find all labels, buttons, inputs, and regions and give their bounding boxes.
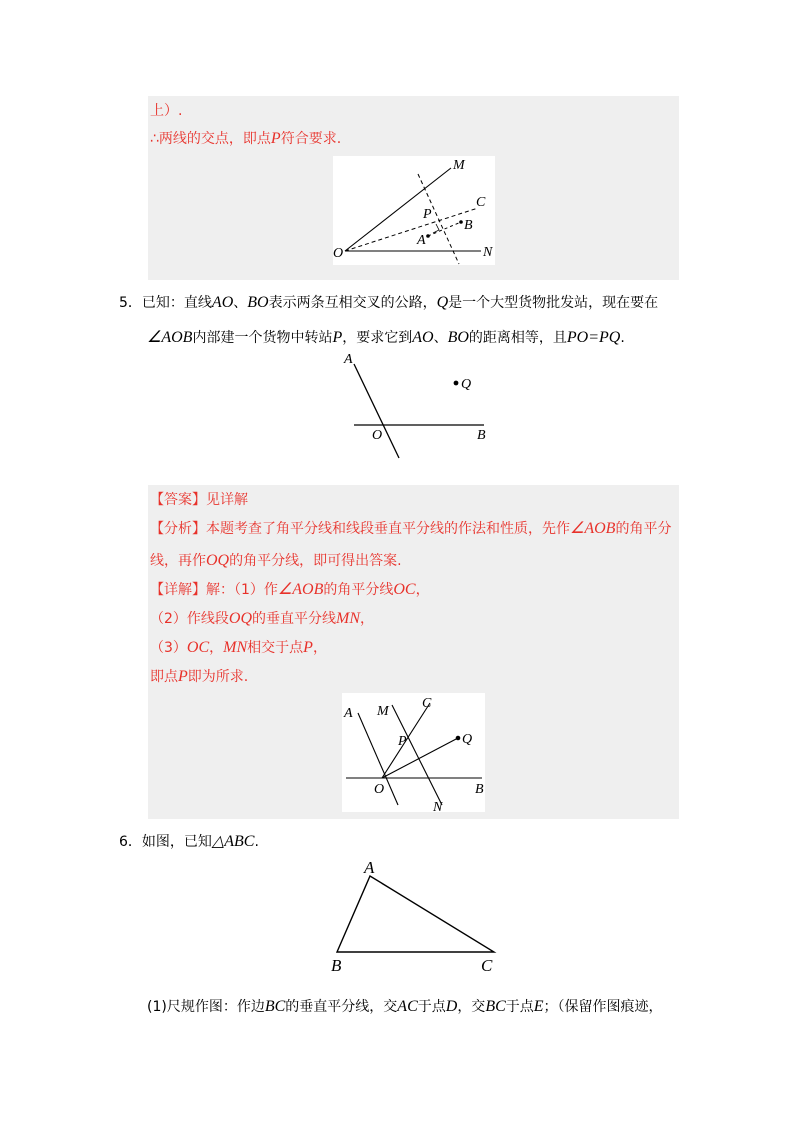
- fig-label-p: P: [423, 207, 432, 222]
- roads-figure: [340, 348, 490, 462]
- prev-answer-figure: [333, 156, 495, 265]
- q5-final-line: 即点P即为所求.: [150, 668, 249, 685]
- q5-figure: [340, 348, 490, 462]
- q5-answer-figure: [342, 693, 485, 812]
- q6-part1-line: (1)尺规作图：作边BC的垂直平分线，交AC于点D，交BC于点E；（保留作图痕迹，: [147, 998, 663, 1015]
- fig-label-m: M: [453, 158, 465, 173]
- fig-label-b: B: [464, 218, 473, 233]
- construction-figure: [342, 693, 485, 812]
- fig-label-o: O: [333, 246, 344, 261]
- prev-answer-line2: ∴两线的交点，即点P符合要求.: [150, 130, 342, 147]
- q6-triangle-figure: [325, 856, 505, 976]
- fig6-label-c: C: [481, 956, 493, 975]
- fig5a-label-q: Q: [462, 732, 473, 747]
- fig6-label-b: B: [331, 956, 342, 975]
- q6-line1: 6．如图，已知△ABC.: [119, 833, 259, 850]
- fig5-label-o: O: [372, 428, 383, 443]
- q5-analysis-line1: 【分析】本题考查了角平分线和线段垂直平分线的作法和性质，先作∠AOB的角平分: [150, 520, 672, 537]
- angle-bisector-figure: [333, 156, 495, 265]
- fig5a-label-o: O: [374, 782, 385, 797]
- fig5a-label-a: A: [344, 706, 353, 721]
- fig5a-label-m: M: [377, 704, 389, 719]
- fig5a-label-b: B: [475, 782, 484, 797]
- triangle-figure: [325, 856, 505, 976]
- q5-analysis-line2: 线，再作OQ的角平分线，即可得出答案.: [150, 552, 402, 569]
- q5-detail-line1: 【详解】解：（1）作∠AOB的角平分线OC，: [150, 581, 430, 598]
- fig5a-label-n: N: [433, 800, 443, 812]
- fig5a-label-c: C: [422, 696, 432, 711]
- fig5-label-q: Q: [461, 377, 472, 392]
- q5-detail-line2: （2）作线段OQ的垂直平分线MN，: [150, 610, 375, 627]
- fig5a-label-p: P: [398, 734, 407, 749]
- fig5-label-b: B: [477, 428, 486, 443]
- fig-label-a: A: [417, 233, 426, 248]
- q5-answer-line: 【答案】见详解: [150, 492, 248, 508]
- q5-line1: 5．已知：直线AO、BO表示两条互相交叉的公路，Q是一个大型货物批发站，现在要在: [119, 294, 659, 311]
- fig-label-n: N: [483, 245, 493, 260]
- fig6-label-a: A: [364, 858, 375, 877]
- q5-detail-line3: （3）OC，MN相交于点P，: [150, 639, 327, 656]
- prev-answer-line1: 上）.: [150, 103, 183, 119]
- fig5-label-a: A: [344, 352, 353, 367]
- fig-label-c: C: [476, 195, 486, 210]
- q5-line2: ∠AOB内部建一个货物中转站P，要求它到AO、BO的距离相等，且PO=PQ.: [147, 329, 625, 346]
